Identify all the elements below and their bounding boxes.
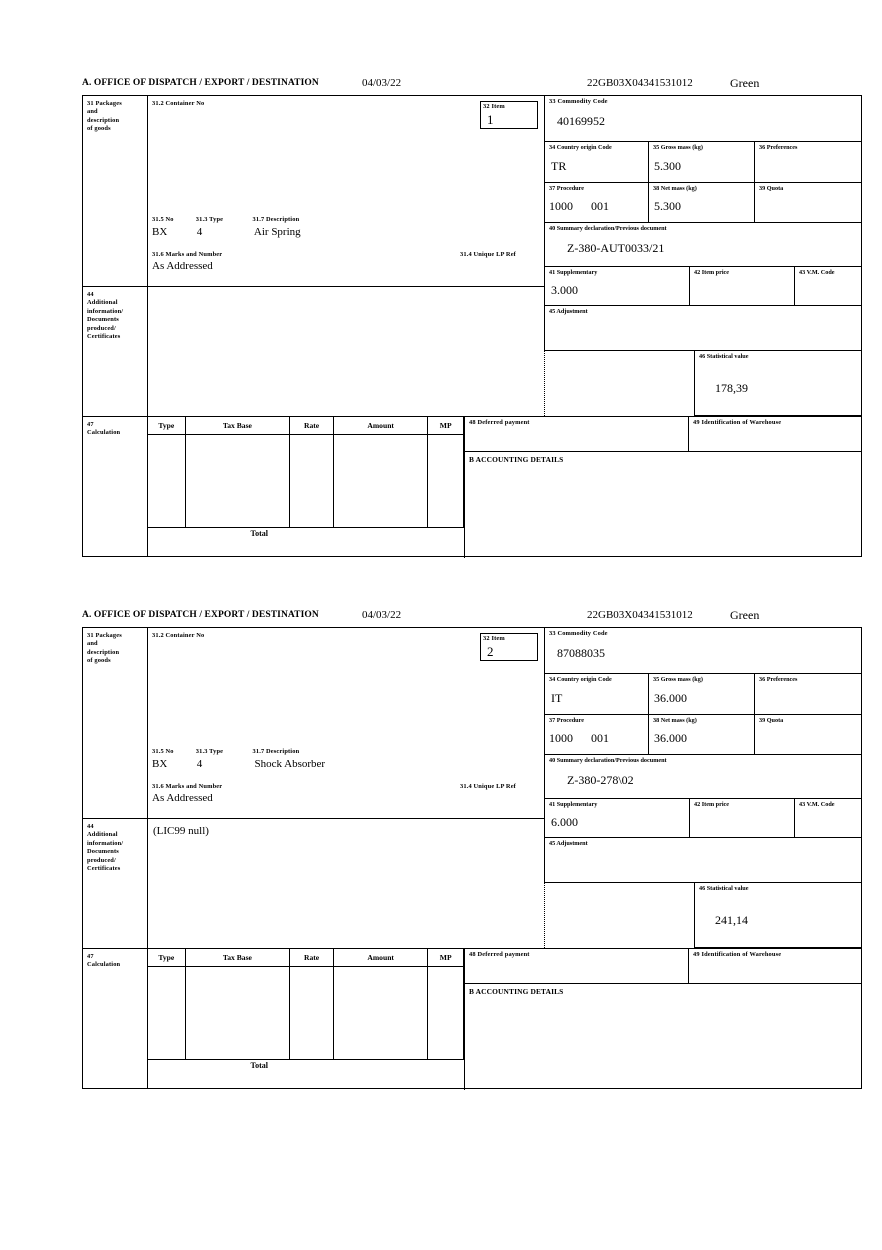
box-46-label: 46 Statistical value (699, 353, 749, 360)
box-46-label: 46 Statistical value (699, 885, 749, 892)
box-44-label-line-1: 44 (87, 291, 94, 298)
total-spacer-1 (148, 1060, 186, 1080)
box-44-content (147, 818, 544, 948)
box-47-label-line-1: 47 (87, 953, 94, 960)
box-47-calculation-table (147, 416, 464, 559)
box-34-value: IT (551, 691, 563, 705)
box-34-country-origin (544, 142, 649, 183)
calc-cell-mp (428, 435, 464, 528)
box-47-calculation-table (147, 948, 464, 1091)
box-b-label: B ACCOUNTING DETAILS (469, 455, 564, 464)
calc-col-tax-base: Tax Base (185, 417, 290, 435)
calc-total-label: Total (185, 528, 333, 548)
box-33-value: 40169952 (557, 114, 605, 128)
calc-col-rate: Rate (290, 417, 334, 435)
form-body (82, 95, 862, 557)
box-40-previous-document (544, 755, 861, 799)
box-40-label: 40 Summary declaration/Previous document (549, 757, 667, 764)
box-49-warehouse-id (688, 416, 861, 452)
box-37-procedure (544, 715, 649, 755)
box-43-label: 43 V.M. Code (799, 801, 835, 808)
office-of-dispatch-label: A. OFFICE OF DISPATCH / EXPORT / DESTINATION (82, 78, 319, 88)
box-44-label (83, 286, 151, 421)
box-44-label-line-5: produced/ (87, 324, 116, 332)
box-38-label: 38 Net mass (kg) (653, 717, 697, 724)
calc-cell-amount (333, 435, 427, 528)
packages-description-label: 31.7 Description (252, 216, 300, 223)
box-38-net-mass (649, 715, 755, 755)
box-44-label-line-3: information/ (87, 307, 124, 315)
box-33-commodity-code (544, 96, 861, 142)
box-41-value: 3.000 (551, 283, 578, 297)
box-39-label: 39 Quota (759, 717, 784, 724)
box-31-label-line-4: of goods (87, 125, 111, 133)
packages-no-value: BX (152, 226, 168, 238)
total-spacer-2 (428, 528, 464, 548)
calc-col-type: Type (148, 949, 186, 967)
box-31-label-line-2: and (87, 640, 98, 648)
form-header (82, 78, 862, 95)
box-31-label-line-2: and (87, 108, 98, 116)
box-34-country-origin (544, 674, 649, 715)
calc-cell-tax-base (185, 967, 290, 1060)
total-spacer-2 (428, 1060, 464, 1080)
box-31-label (83, 628, 151, 822)
calc-cell-amount (333, 967, 427, 1060)
box-44-label-line-6: Certificates (87, 865, 121, 873)
calculation-body-row (148, 967, 464, 1060)
box-45-label: 45 Adjustment (549, 840, 588, 847)
calc-cell-type (148, 967, 186, 1060)
packages-no-label: 31.5 No (152, 216, 174, 223)
packages-no-value: BX (152, 758, 168, 770)
packages-type-label: 31.3 Type (195, 748, 224, 755)
calc-cell-type (148, 435, 186, 528)
form-header (82, 610, 862, 627)
box-41-value: 6.000 (551, 815, 578, 829)
box-38-value: 5.300 (654, 199, 681, 213)
calc-cell-tax-base (185, 435, 290, 528)
box-31-label-line-1: 31 Packages (87, 100, 122, 107)
box-44-label-line-3: information/ (87, 839, 124, 847)
box-32-value: 2 (487, 644, 494, 659)
box-33-label: 33 Commodity Code (549, 98, 608, 105)
box-b-accounting-details (464, 452, 861, 558)
box-42-label: 42 Item price (694, 801, 730, 808)
box-35-value: 36.000 (654, 691, 687, 705)
box-35-gross-mass (649, 142, 755, 183)
box-47-label-line-2: Calculation (87, 961, 121, 969)
calc-col-rate: Rate (290, 949, 334, 967)
packages-description-label: 31.7 Description (252, 748, 300, 755)
marks-and-number-label: 31.6 Marks and Number (152, 783, 223, 790)
customs-declaration-form-item-1 (82, 78, 862, 557)
unique-lp-ref-label: 31.4 Unique LP Ref (460, 251, 516, 258)
box-32-label: 32 Item (483, 103, 505, 110)
box-38-net-mass (649, 183, 755, 223)
box-39-quota (755, 715, 861, 755)
calculation-body-row (148, 435, 464, 528)
box-40-value: Z-380-278\02 (567, 773, 634, 787)
box-32-item (480, 633, 538, 661)
movement-reference-number: 22GB03X04341531012 (587, 609, 693, 621)
copy-colour-label: Green (730, 608, 760, 622)
calculation-header-row (148, 949, 464, 967)
box-37-label: 37 Procedure (549, 717, 584, 724)
packages-headers (152, 748, 299, 756)
box-31-label (83, 96, 151, 290)
box-34-label: 34 Country origin Code (549, 144, 612, 151)
box-47-label (83, 948, 151, 1095)
box-32-label: 32 Item (483, 635, 505, 642)
box-49-warehouse-id (688, 948, 861, 984)
box-36-label: 36 Preferences (759, 144, 798, 151)
calc-total-value (333, 1060, 427, 1080)
box-34-label: 34 Country origin Code (549, 676, 612, 683)
box-37-procedure (544, 183, 649, 223)
box-33-value: 87088035 (557, 646, 605, 660)
box-44-content (147, 286, 544, 416)
packages-description-value: Shock Absorber (254, 758, 326, 770)
box-48-deferred-payment (464, 416, 688, 452)
box-47-label (83, 416, 151, 563)
box-44-label-line-2: Additional (87, 831, 118, 839)
box-34-value: TR (551, 159, 567, 173)
calc-cell-rate (290, 435, 334, 528)
box-32-item (480, 101, 538, 129)
calc-col-tax-base: Tax Base (185, 949, 290, 967)
box-37-value: 1000 001 (549, 731, 609, 745)
box-b-label: B ACCOUNTING DETAILS (469, 987, 564, 996)
box-44-label-line-4: Documents (87, 316, 119, 324)
box-48-deferred-payment (464, 948, 688, 984)
calculation-table (147, 949, 464, 1079)
box-45-adjustment (544, 306, 861, 351)
box-33-label: 33 Commodity Code (549, 630, 608, 637)
box-35-value: 5.300 (654, 159, 681, 173)
office-of-dispatch-label: A. OFFICE OF DISPATCH / EXPORT / DESTINATION (82, 610, 319, 620)
box-48-label: 48 Deferred payment (469, 419, 530, 426)
box-44-label-line-1: 44 (87, 823, 94, 830)
box-46-dotted-divider (544, 351, 545, 416)
calc-total-label: Total (185, 1060, 333, 1080)
box-42-item-price (690, 267, 795, 306)
box-44-label-line-2: Additional (87, 299, 118, 307)
box-46-value: 178,39 (715, 381, 748, 395)
marks-and-number-value: As Addressed (152, 792, 213, 804)
box-48-label: 48 Deferred payment (469, 951, 530, 958)
box-38-value: 36.000 (654, 731, 687, 745)
box-40-label: 40 Summary declaration/Previous document (549, 225, 667, 232)
declaration-date: 04/03/22 (362, 609, 402, 621)
box-37-value: 1000 001 (549, 199, 609, 213)
box-35-gross-mass (649, 674, 755, 715)
box-40-previous-document (544, 223, 861, 267)
unique-lp-ref-label: 31.4 Unique LP Ref (460, 783, 516, 790)
packages-no-label: 31.5 No (152, 748, 174, 755)
box-45-label: 45 Adjustment (549, 308, 588, 315)
packages-values (152, 758, 325, 770)
box-44-label-line-6: Certificates (87, 333, 121, 341)
box-47-label-line-2: Calculation (87, 429, 121, 437)
marks-and-number-label: 31.6 Marks and Number (152, 251, 223, 258)
box-35-label: 35 Gross mass (kg) (653, 144, 703, 151)
box-46-value: 241,14 (715, 913, 748, 927)
marks-and-number-value: As Addressed (152, 260, 213, 272)
box-31-label-line-3: description (87, 648, 120, 656)
box-b-accounting-details (464, 984, 861, 1090)
calc-col-type: Type (148, 417, 186, 435)
box-47-label-line-1: 47 (87, 421, 94, 428)
box-44-label-line-4: Documents (87, 848, 119, 856)
box-41-supplementary (544, 799, 690, 838)
box-45-adjustment (544, 838, 861, 883)
form-body (82, 627, 862, 1089)
box-41-label: 41 Supplementary (549, 269, 598, 276)
box-39-label: 39 Quota (759, 185, 784, 192)
calc-col-mp: MP (428, 949, 464, 967)
box-31-label-line-1: 31 Packages (87, 632, 122, 639)
box-33-commodity-code (544, 628, 861, 674)
movement-reference-number: 22GB03X04341531012 (587, 77, 693, 89)
box-36-preferences (755, 674, 861, 715)
box-42-label: 42 Item price (694, 269, 730, 276)
packages-type-value: 4 (196, 226, 203, 238)
container-no-label: 31.2 Container No (152, 632, 205, 639)
calc-col-amount: Amount (333, 417, 427, 435)
box-31-label-line-4: of goods (87, 657, 111, 665)
box-46-statistical-value (694, 883, 861, 948)
packages-values (152, 226, 301, 238)
packages-description-value: Air Spring (253, 226, 301, 238)
calc-total-value (333, 528, 427, 548)
calculation-total-row (148, 1060, 464, 1080)
packages-type-label: 31.3 Type (195, 216, 224, 223)
box-43-vm-code (795, 799, 861, 838)
box-38-label: 38 Net mass (kg) (653, 185, 697, 192)
calculation-table (147, 417, 464, 547)
calculation-total-row (148, 528, 464, 548)
box-44-label-line-5: produced/ (87, 856, 116, 864)
total-spacer-1 (148, 528, 186, 548)
box-35-label: 35 Gross mass (kg) (653, 676, 703, 683)
packages-headers (152, 216, 299, 224)
calc-cell-rate (290, 967, 334, 1060)
calc-col-amount: Amount (333, 949, 427, 967)
box-49-label: 49 Identification of Warehouse (693, 419, 782, 426)
box-49-label: 49 Identification of Warehouse (693, 951, 782, 958)
box-41-label: 41 Supplementary (549, 801, 598, 808)
box-44-label (83, 818, 151, 953)
declaration-date: 04/03/22 (362, 77, 402, 89)
box-43-label: 43 V.M. Code (799, 269, 835, 276)
box-31-label-line-3: description (87, 116, 120, 124)
box-46-statistical-value (694, 351, 861, 416)
box-36-label: 36 Preferences (759, 676, 798, 683)
box-42-item-price (690, 799, 795, 838)
box-36-preferences (755, 142, 861, 183)
box-41-supplementary (544, 267, 690, 306)
container-no-label: 31.2 Container No (152, 100, 205, 107)
packages-type-value: 4 (196, 758, 203, 770)
box-37-label: 37 Procedure (549, 185, 584, 192)
box-39-quota (755, 183, 861, 223)
box-43-vm-code (795, 267, 861, 306)
customs-declaration-form-item-2 (82, 610, 862, 1089)
box-32-value: 1 (487, 112, 494, 127)
box-46-dotted-divider (544, 883, 545, 948)
calc-col-mp: MP (428, 417, 464, 435)
box-40-value: Z-380-AUT0033/21 (567, 241, 665, 255)
box-44-value: (LIC99 null) (153, 825, 209, 837)
calc-cell-mp (428, 967, 464, 1060)
copy-colour-label: Green (730, 76, 760, 90)
calculation-header-row (148, 417, 464, 435)
